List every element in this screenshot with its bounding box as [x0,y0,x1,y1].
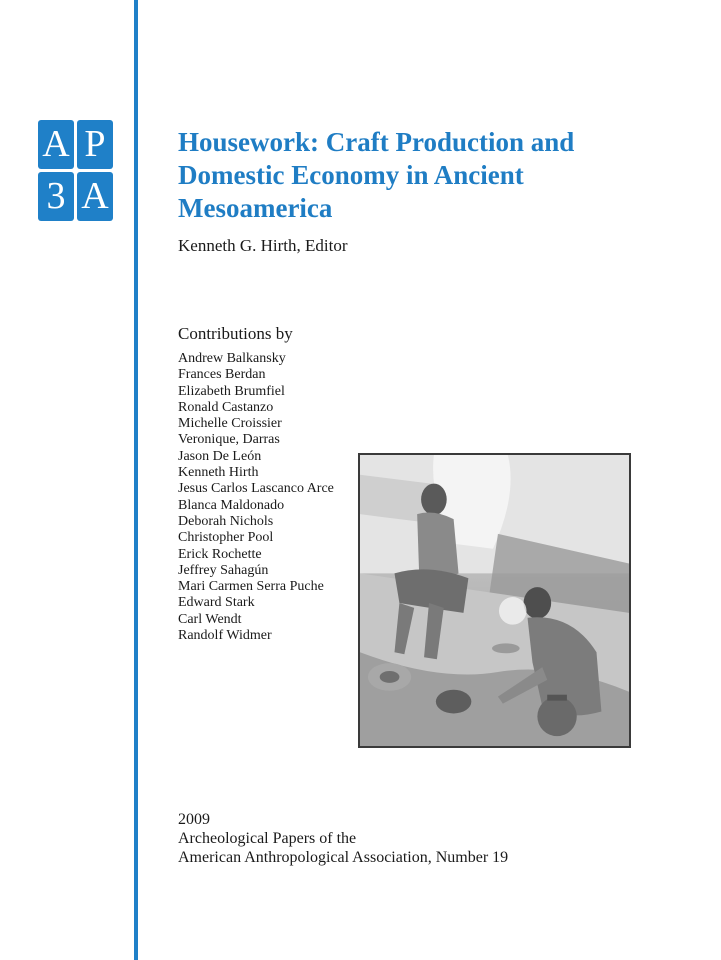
logo-number-3: 3 [38,172,74,221]
series-line-2: American Anthropological Association, Number 19 [178,849,509,866]
contributor-name: Edward Stark [178,595,255,611]
contributor-name: Veronique, Darras [178,432,280,448]
contributor-name: Mari Carmen Serra Puche [178,579,324,595]
contributor-name: Randolf Widmer [178,628,272,644]
editor-credit: Kenneth G. Hirth, Editor [178,236,348,255]
cover-illustration [358,453,631,748]
contributor-name: Jesus Carlos Lascanco Arce [178,481,334,497]
contributor-list [178,351,334,644]
publication-year: 2009 [178,811,210,828]
contributor-name: Deborah Nichols [178,513,274,529]
contributor-name: Frances Berdan [178,367,266,383]
contributor-name: Jason De León [178,448,262,464]
title-line-2: Domestic Economy in Ancient [178,160,524,190]
contributor-name: Jeffrey Sahagún [178,562,269,578]
ap3a-logo [38,120,114,222]
contributor-name: Blanca Maldonado [178,497,285,513]
contributor-name: Michelle Croissier [178,416,282,432]
book-title [178,126,638,225]
logo-letter-a: A [38,120,74,169]
publication-info [178,810,508,867]
contributor-name: Andrew Balkansky [178,351,286,366]
contributor-name: Erick Rochette [178,546,262,562]
contributor-name: Ronald Castanzo [178,399,274,415]
contributor-name: Kenneth Hirth [178,465,259,481]
contributions-heading: Contributions by [178,324,293,343]
contributor-name: Carl Wendt [178,611,242,627]
series-line-1: Archeological Papers of the [178,830,357,847]
title-line-1: Housework: Craft Production and [178,127,575,157]
illustration-drawing [360,455,629,746]
spine-divider-line [134,0,138,960]
contributor-name: Elizabeth Brumfiel [178,383,285,399]
title-line-3: Mesoamerica [178,193,333,223]
contributor-name: Christopher Pool [178,530,274,546]
logo-letter-p: P [77,120,113,169]
logo-letter-a2: A [77,172,113,221]
